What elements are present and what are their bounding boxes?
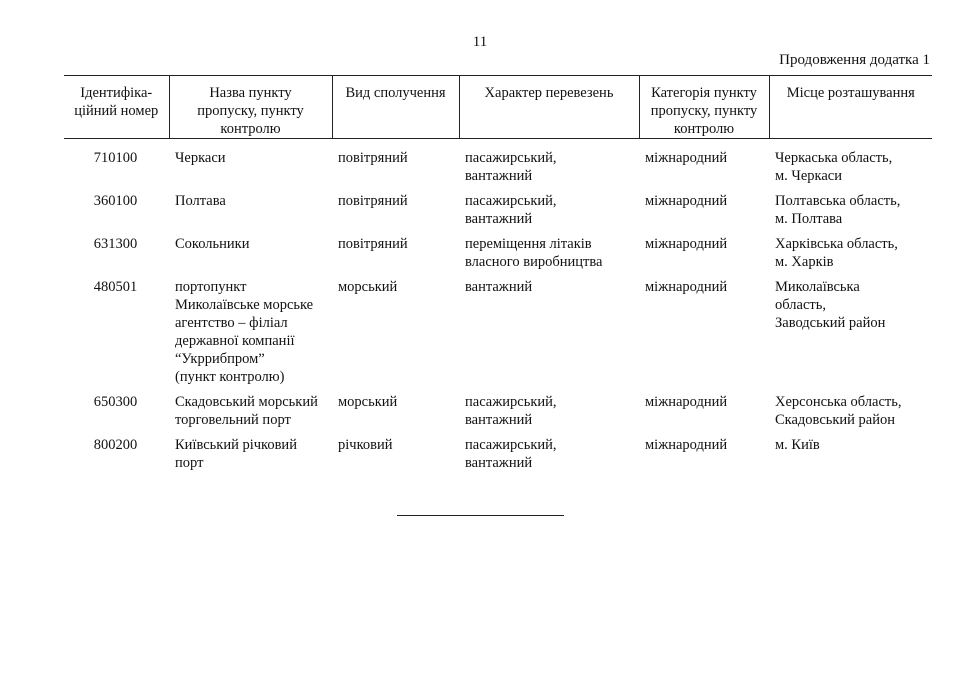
cell-connection: повітряний [338, 150, 408, 166]
table-row [64, 436, 932, 479]
cell-connection: морський [338, 394, 398, 410]
cell-transport: вантажний [465, 279, 533, 295]
cell-id: 800200 [93, 437, 138, 453]
header-transport [459, 76, 639, 139]
table-row [64, 393, 932, 436]
cell-name: Київський річковий порт [175, 437, 297, 471]
table-row [64, 278, 932, 393]
cell-location: Харківська область, м. Харків [775, 236, 898, 270]
cell-category: міжнародний [645, 236, 728, 252]
cell-category: міжнародний [645, 279, 728, 295]
header-connection [332, 76, 459, 139]
cell-transport: пасажирський, вантажний [465, 437, 557, 471]
cell-name: Сокольники [175, 236, 250, 252]
header-transport-text: Характер перевезень [484, 85, 614, 101]
cell-transport: пасажирський, вантажний [465, 394, 557, 428]
header-name-text: Назва пункту пропуску, пункту контролю [197, 85, 304, 137]
cell-category: міжнародний [645, 193, 728, 209]
cell-location: Херсонська область, Скадовський район [775, 394, 902, 428]
cell-connection: морський [338, 279, 398, 295]
cell-location: Полтавська область, м. Полтава [775, 193, 901, 227]
cell-transport: пасажирський, вантажний [465, 150, 557, 184]
cell-name: портопункт Миколаївське морське агентство – філіал державної компанії “Укррибпром” (пункт контролю) [175, 279, 314, 385]
cell-name: Черкаси [175, 150, 226, 166]
header-id [64, 76, 169, 139]
checkpoints-table [64, 75, 932, 479]
cell-id: 710100 [93, 150, 138, 166]
end-divider-line [397, 515, 564, 516]
cell-id: 650300 [93, 394, 138, 410]
cell-id: 631300 [93, 236, 138, 252]
table-row [64, 235, 932, 278]
cell-location: Миколаївська область, Заводський район [775, 279, 886, 331]
cell-category: міжнародний [645, 150, 728, 166]
cell-category: міжнародний [645, 394, 728, 410]
table-row [64, 192, 932, 235]
header-connection-text: Вид сполучення [345, 85, 446, 101]
cell-id: 480501 [93, 279, 138, 295]
header-id-text: Ідентифіка- ційний номер [74, 85, 159, 119]
header-location-text: Місце розташування [786, 85, 915, 101]
cell-location: Черкаська область, м. Черкаси [775, 150, 893, 184]
header-location [769, 76, 932, 139]
table-row [64, 139, 932, 193]
continuation-label: Продовження додатка 1 [779, 52, 930, 68]
table-header-row [64, 76, 932, 139]
cell-transport: переміщення літаків власного виробництва [465, 236, 603, 270]
cell-name: Скадовський морський торговельний порт [175, 394, 318, 428]
header-category-text: Категорія пункту пропуску, пункту контролю [650, 85, 758, 137]
page-number: 11 [472, 34, 488, 50]
cell-connection: річковий [338, 437, 393, 453]
cell-location: м. Київ [775, 437, 820, 453]
cell-category: міжнародний [645, 437, 728, 453]
cell-connection: повітряний [338, 236, 408, 252]
cell-transport: пасажирський, вантажний [465, 193, 557, 227]
cell-connection: повітряний [338, 193, 408, 209]
cell-name: Полтава [175, 193, 226, 209]
cell-id: 360100 [93, 193, 138, 209]
header-name [169, 76, 332, 139]
header-category [639, 76, 769, 139]
